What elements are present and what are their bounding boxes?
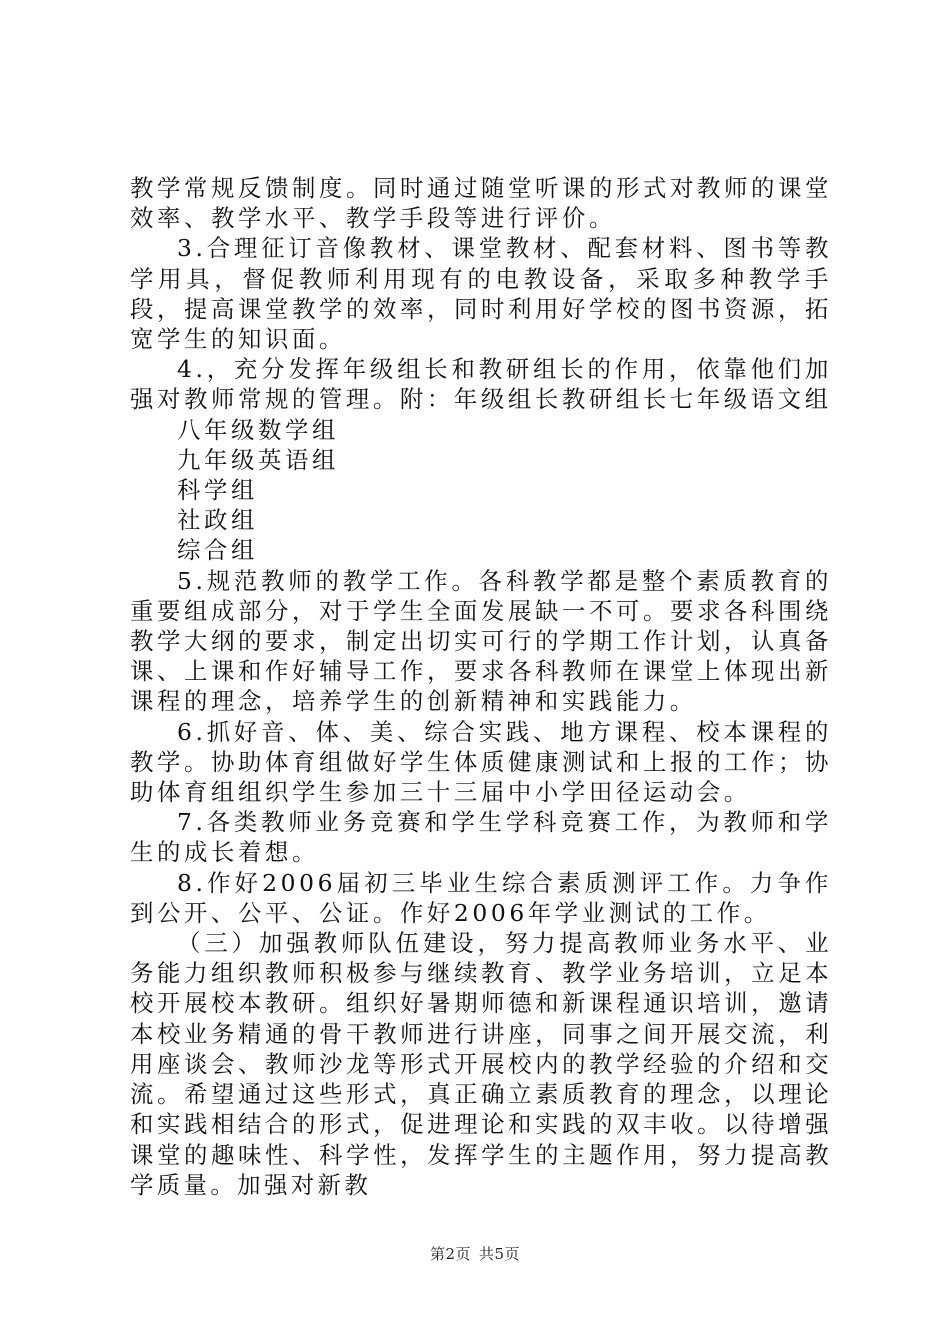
paragraph-section-3: （三）加强教师队伍建设，努力提高教师业务水平、业务能力组织教师积极参与继续教育、教学业务培训，立足本校开展校本教研。组织好暑期师德和新课程通识培训，邀请本校业务精通的骨干教师进行讲座，同事之间开展交流，利用座谈会、教师沙龙等形式开展校内的教学经验的介绍和交流。希望通过这些形式，真正确立素质教育的理念，以理论和实践相结合的形式，促进理论和实践的双丰收。以待增强课堂的趣味性、科学性，发挥学生的主题作用，努力提高教学质量。加强对新教 xyxy=(130,929,832,1199)
paragraph-2: 3.合理征订音像教材、课堂教材、配套材料、图书等教学用具，督促教师利用现有的电教设备，采取多种教学手段，提高课堂教学的效率，同时利用好学校的图书资源，拓宽学生的知识面。 xyxy=(130,234,832,354)
group-item-1: 八年级数学组 xyxy=(177,415,339,444)
paragraph-3: 4.，充分发挥年级组长和教研组长的作用，依靠他们加强对教师常规的管理。附：年级组长教研组长七年级语文组 xyxy=(130,355,832,414)
paragraph-6: 6.抓好音、体、美、综合实践、地方课程、校本课程的教学。协助体育组做好学生体质健康测试和上报的工作；协助体育组组织学生参加三十三届中小学田径运动会。 xyxy=(130,717,832,807)
paragraph-5: 5.规范教师的教学工作。各科教学都是整个素质教育的重要组成部分，对于学生全面发展缺一不可。要求各科围绕教学大纲的要求，制定出切实可行的学期工作计划，认真备课、上课和作好辅导工作，要求各科教师在课堂上体现出新课程的理念，培养学生的创新精神和实践能力。 xyxy=(130,566,832,716)
paragraph-7: 7.各类教师业务竞赛和学生学科竞赛工作，为教师和学生的成长着想。 xyxy=(130,808,832,867)
paragraph-8: 8.作好2006届初三毕业生综合素质测评工作。力争作到公开、公平、公证。作好2006年学业测试的工作。 xyxy=(130,868,832,927)
group-item-5: 综合组 xyxy=(177,536,258,565)
group-item-2: 九年级英语组 xyxy=(177,445,339,474)
group-item-3: 科学组 xyxy=(177,476,258,505)
group-item-4: 社政组 xyxy=(177,506,258,535)
page-total: 共5页 xyxy=(479,1245,521,1263)
page-footer xyxy=(0,1243,950,1264)
document-body xyxy=(130,173,832,1200)
paragraph-1: 教学常规反馈制度。同时通过随堂听课的形式对教师的课堂效率、教学水平、教学手段等进行评价。 xyxy=(130,174,832,233)
page-number: 第2页 xyxy=(429,1245,471,1263)
